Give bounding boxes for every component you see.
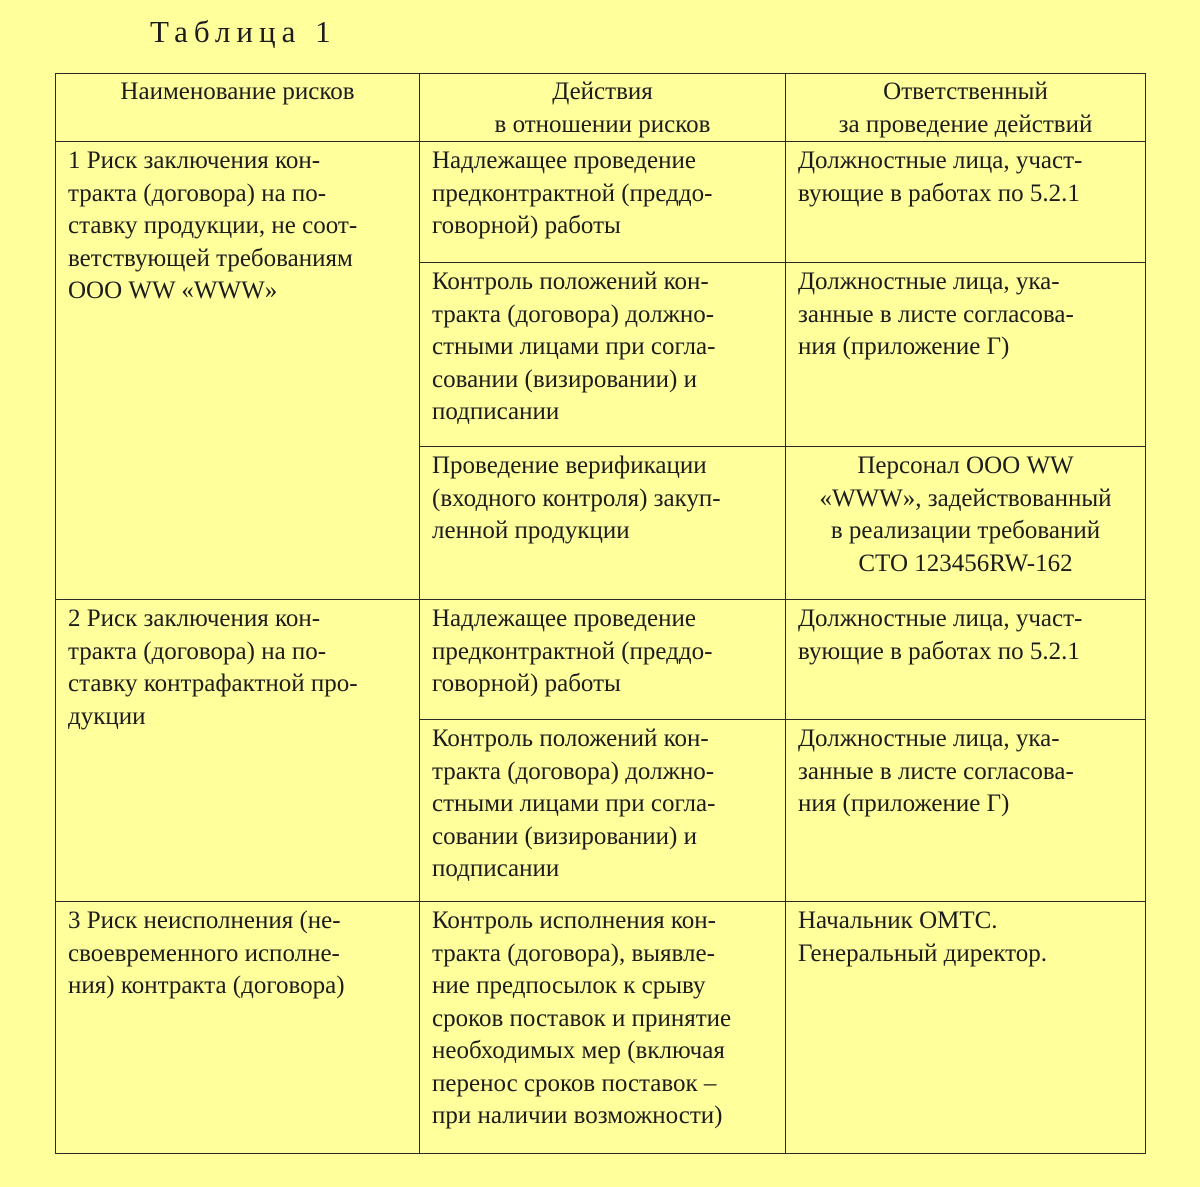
table-row <box>56 600 1146 720</box>
action-cell: Контроль исполнения кон- тракта (договора), выявле- ние предпосылок к срыву сроков поставок и принятие необходимых мер (включая перенос сроков поставок – при наличии возможности) <box>420 902 786 1154</box>
risk-cell-2: 2 Риск заключения кон- тракта (договора) на по- ставку контрафактной про- дукции <box>56 600 420 902</box>
responsible-cell: Должностные лица, участ- вующие в работах по 5.2.1 <box>786 600 1146 720</box>
responsible-cell: Должностные лица, ука- занные в листе согласова- ния (приложение Г) <box>786 720 1146 902</box>
header-actions: Действия в отношении рисков <box>420 74 786 142</box>
responsible-cell: Персонал ООО WW «WWW», задействованный в реализации требований СТО 123456RW-162 <box>786 447 1146 600</box>
header-risk-name: Наименование рисков <box>56 74 420 142</box>
responsible-cell: Должностные лица, участ- вующие в работах по 5.2.1 <box>786 142 1146 263</box>
risk-cell-1: 1 Риск заключения кон- тракта (договора) на по- ставку продукции, не соот- ветствующей требованиям ООО WW «WWW» <box>56 142 420 600</box>
responsible-cell: Начальник ОМТС. Генеральный директор. <box>786 902 1146 1154</box>
table-row <box>56 142 1146 263</box>
table-header-row <box>56 74 1146 142</box>
risk-table <box>55 73 1146 1154</box>
responsible-cell: Должностные лица, ука- занные в листе согласова- ния (приложение Г) <box>786 263 1146 447</box>
action-cell: Надлежащее проведение предконтрактной (преддо- говорной) работы <box>420 142 786 263</box>
risk-cell-3: 3 Риск неисполнения (не- своевременного исполне- ния) контракта (договора) <box>56 902 420 1154</box>
table-caption: Таблица 1 <box>150 14 337 49</box>
table-row <box>56 902 1146 1154</box>
header-responsible: Ответственный за проведение действий <box>786 74 1146 142</box>
action-cell: Контроль положений кон- тракта (договора) должно- стными лицами при согла- совании (визировании) и подписании <box>420 263 786 447</box>
action-cell: Проведение верификации (входного контроля) закуп- ленной продукции <box>420 447 786 600</box>
action-cell: Контроль положений кон- тракта (договора) должно- стными лицами при согла- совании (визировании) и подписании <box>420 720 786 902</box>
action-cell: Надлежащее проведение предконтрактной (преддо- говорной) работы <box>420 600 786 720</box>
